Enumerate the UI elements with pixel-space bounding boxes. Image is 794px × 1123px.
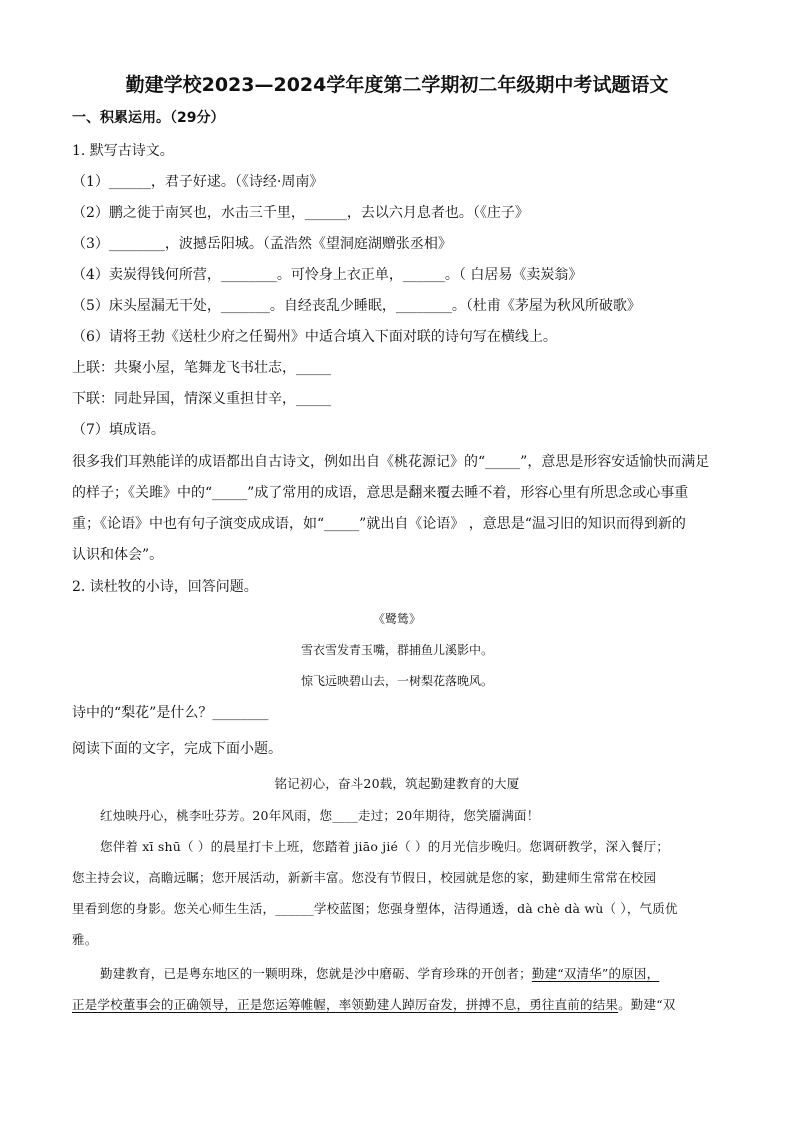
article-line xyxy=(72,995,676,1015)
article-title: 铭记初心，奋斗20载，筑起勤建教育的大厦 xyxy=(274,776,520,791)
couplet-upper: 上联：共聚小屋，笔舞龙飞书壮志，_____ xyxy=(72,360,331,376)
article-text: 。勤建“双 xyxy=(618,997,676,1012)
reading-instruction: 阅读下面的文字，完成下面小题。 xyxy=(72,741,282,757)
idiom-paragraph-line: 的样子；《关雎》中的“_____”成了常用的成语，意思是翻来覆去睡不着，形容心里有所思念或心事重 xyxy=(72,485,689,501)
article-line: 您伴着 xī shū（ ）的晨星打卡上班，您踏着 jiāo jié（ ）的月光信步晚归。您调研教学，深入餐厅； xyxy=(100,839,670,854)
article-line: 雅。 xyxy=(72,932,98,947)
question-1-item-1: （1）______，君子好逑。（《诗经·周南》 xyxy=(72,174,324,190)
question-2-stem: 2. 读杜牧的小诗，回答问题。 xyxy=(72,579,258,595)
idiom-paragraph-line: 重；《论语》中也有句子演变成成语，如“_____”就出自《论语》 ，意思是“温习旧的知识而得到新的 xyxy=(72,516,686,532)
section-heading: 一、积累运用。（29分） xyxy=(72,110,225,126)
question-1-item-5: （5）床头屋漏无干处，_______。自经丧乱少睡眠，________。（杜甫《茅屋为秋风所破歌》 xyxy=(72,298,641,314)
underlined-text: 勤建“双清华”的原因， xyxy=(531,966,660,981)
question-1-item-4: （4）卖炭得钱何所营，________。可怜身上衣正单，______。（ 白居易《卖炭翁》 xyxy=(72,267,583,283)
question-1-item-3: （3）________，波撼岳阳城。（孟浩然《望洞庭湖赠张丞相》 xyxy=(72,236,452,252)
article-line: 您主持会议，高瞻远瞩；您开展活动，新新丰富。您没有节假日，校园就是您的家，勤建师生常常在校园 xyxy=(72,870,657,885)
poem-line: 惊飞远映碧山去，一树梨花落晚风。 xyxy=(300,674,493,688)
article-line xyxy=(100,964,659,984)
poem-title: 《鹭鸶》 xyxy=(372,612,421,626)
article-text: 勤建教育，已是粤东地区的一颗明珠，您就是沙中磨砺、学育珍珠的开创者； xyxy=(100,966,532,981)
idiom-paragraph-line: 很多我们耳熟能详的成语都出自古诗文，例如出自《桃花源记》的“_____”，意思是形容安适愉快而满足 xyxy=(72,454,710,470)
question-1-item-7: （7）填成语。 xyxy=(72,422,165,438)
question-1-item-6: （6）请将王勃《送杜少府之任蜀州》中适合填入下面对联的诗句写在横线上。 xyxy=(72,329,557,345)
question-1-item-2: （2）鹏之徙于南冥也，水击三千里，______，去以六月息者也。（《庄子》 xyxy=(72,205,529,221)
question-1-stem: 1. 默写古诗文。 xyxy=(72,143,174,159)
poem-line: 雪衣雪发青玉嘴，群捕鱼儿溪影中。 xyxy=(300,643,493,657)
exam-title: 勤建学校2023—2024学年度第二学期初二年级期中考试题语文 xyxy=(125,74,669,96)
article-line: 里看到您的身影。您关心师生生活，______学校蓝图；您强身塑体，洁得通透，dà chè dà wù（ ），气质优 xyxy=(72,901,678,916)
couplet-lower: 下联：同赴异国，情深义重担甘辛，_____ xyxy=(72,391,331,407)
article-line: 红烛映丹心，桃李吐芬芳。20年风雨，您____走过；20年期待，您笑靥满面！ xyxy=(100,808,540,823)
idiom-paragraph-line: 认识和体会”。 xyxy=(72,547,164,563)
question-2-prompt: 诗中的“梨花”是什么？________ xyxy=(72,705,269,721)
underlined-text: 正是学校董事会的正确领导，正是您运筹帷幄，率领勤建人踔厉奋发，拼搏不息，勇往直前的结果 xyxy=(72,997,619,1012)
